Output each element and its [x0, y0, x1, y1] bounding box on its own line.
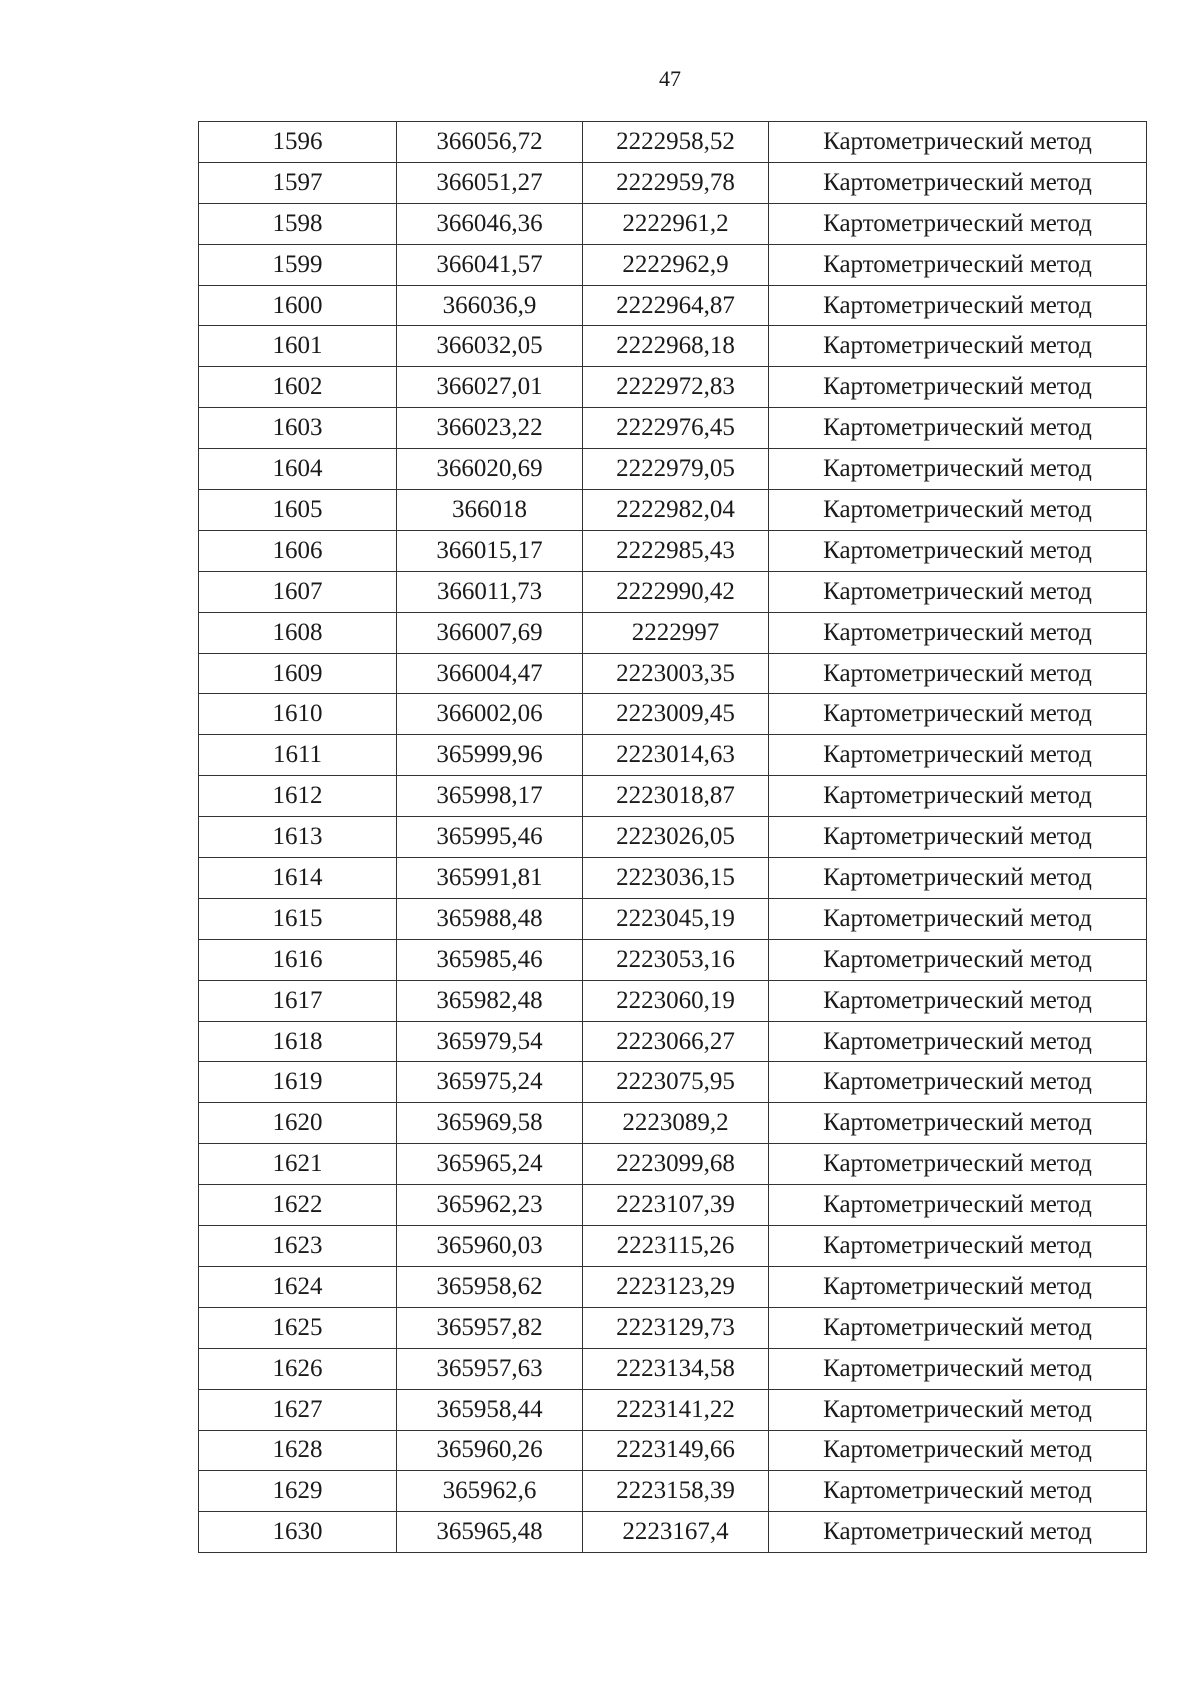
method-cell: Картометрический метод [769, 776, 1147, 817]
table-row [199, 1471, 1147, 1512]
y-coordinate-cell: 2223167,4 [583, 1512, 769, 1553]
y-coordinate-cell: 2223129,73 [583, 1307, 769, 1348]
table-row [199, 735, 1147, 776]
table-row [199, 367, 1147, 408]
x-coordinate-cell: 365991,81 [397, 858, 583, 899]
y-coordinate-cell: 2223123,29 [583, 1266, 769, 1307]
table-row [199, 858, 1147, 899]
method-cell: Картометрический метод [769, 449, 1147, 490]
table-row [199, 490, 1147, 531]
method-cell: Картометрический метод [769, 1430, 1147, 1471]
y-coordinate-cell: 2223036,15 [583, 858, 769, 899]
method-cell: Картометрический метод [769, 408, 1147, 449]
y-coordinate-cell: 2222997 [583, 612, 769, 653]
table-row [199, 1226, 1147, 1267]
x-coordinate-cell: 366002,06 [397, 694, 583, 735]
point-number-cell: 1609 [199, 653, 397, 694]
y-coordinate-cell: 2223134,58 [583, 1348, 769, 1389]
point-number-cell: 1622 [199, 1185, 397, 1226]
method-cell: Картометрический метод [769, 980, 1147, 1021]
y-coordinate-cell: 2223060,19 [583, 980, 769, 1021]
table-row [199, 326, 1147, 367]
y-coordinate-cell: 2223009,45 [583, 694, 769, 735]
x-coordinate-cell: 366051,27 [397, 162, 583, 203]
y-coordinate-cell: 2222979,05 [583, 449, 769, 490]
table-row [199, 122, 1147, 163]
y-coordinate-cell: 2223075,95 [583, 1062, 769, 1103]
x-coordinate-cell: 366020,69 [397, 449, 583, 490]
x-coordinate-cell: 366056,72 [397, 122, 583, 163]
method-cell: Картометрический метод [769, 530, 1147, 571]
method-cell: Картометрический метод [769, 490, 1147, 531]
table-row [199, 162, 1147, 203]
point-number-cell: 1619 [199, 1062, 397, 1103]
point-number-cell: 1600 [199, 285, 397, 326]
x-coordinate-cell: 365957,63 [397, 1348, 583, 1389]
x-coordinate-cell: 366015,17 [397, 530, 583, 571]
point-number-cell: 1612 [199, 776, 397, 817]
table-row [199, 1512, 1147, 1553]
y-coordinate-cell: 2222972,83 [583, 367, 769, 408]
method-cell: Картометрический метод [769, 1144, 1147, 1185]
table-row [199, 694, 1147, 735]
point-number-cell: 1629 [199, 1471, 397, 1512]
x-coordinate-cell: 365965,48 [397, 1512, 583, 1553]
x-coordinate-cell: 366004,47 [397, 653, 583, 694]
method-cell: Картометрический метод [769, 571, 1147, 612]
x-coordinate-cell: 366032,05 [397, 326, 583, 367]
method-cell: Картометрический метод [769, 122, 1147, 163]
table-row [199, 1389, 1147, 1430]
method-cell: Картометрический метод [769, 1185, 1147, 1226]
y-coordinate-cell: 2222964,87 [583, 285, 769, 326]
y-coordinate-cell: 2223045,19 [583, 898, 769, 939]
x-coordinate-cell: 366023,22 [397, 408, 583, 449]
point-number-cell: 1611 [199, 735, 397, 776]
method-cell: Картометрический метод [769, 694, 1147, 735]
point-number-cell: 1616 [199, 939, 397, 980]
x-coordinate-cell: 366027,01 [397, 367, 583, 408]
x-coordinate-cell: 366041,57 [397, 244, 583, 285]
point-number-cell: 1601 [199, 326, 397, 367]
y-coordinate-cell: 2223066,27 [583, 1021, 769, 1062]
x-coordinate-cell: 365960,03 [397, 1226, 583, 1267]
method-cell: Картометрический метод [769, 1021, 1147, 1062]
y-coordinate-cell: 2223107,39 [583, 1185, 769, 1226]
x-coordinate-cell: 365979,54 [397, 1021, 583, 1062]
x-coordinate-cell: 366007,69 [397, 612, 583, 653]
method-cell: Картометрический метод [769, 735, 1147, 776]
x-coordinate-cell: 365960,26 [397, 1430, 583, 1471]
point-number-cell: 1615 [199, 898, 397, 939]
table-row [199, 1103, 1147, 1144]
point-number-cell: 1596 [199, 122, 397, 163]
method-cell: Картометрический метод [769, 1103, 1147, 1144]
x-coordinate-cell: 366011,73 [397, 571, 583, 612]
method-cell: Картометрический метод [769, 326, 1147, 367]
x-coordinate-cell: 365962,23 [397, 1185, 583, 1226]
coordinates-table [198, 121, 1147, 1553]
point-number-cell: 1597 [199, 162, 397, 203]
x-coordinate-cell: 365965,24 [397, 1144, 583, 1185]
x-coordinate-cell: 365998,17 [397, 776, 583, 817]
y-coordinate-cell: 2223014,63 [583, 735, 769, 776]
y-coordinate-cell: 2223089,2 [583, 1103, 769, 1144]
table-row [199, 571, 1147, 612]
point-number-cell: 1598 [199, 203, 397, 244]
method-cell: Картометрический метод [769, 1348, 1147, 1389]
method-cell: Картометрический метод [769, 653, 1147, 694]
x-coordinate-cell: 365975,24 [397, 1062, 583, 1103]
y-coordinate-cell: 2222962,9 [583, 244, 769, 285]
method-cell: Картометрический метод [769, 1307, 1147, 1348]
method-cell: Картометрический метод [769, 612, 1147, 653]
table-row [199, 449, 1147, 490]
point-number-cell: 1602 [199, 367, 397, 408]
x-coordinate-cell: 365958,44 [397, 1389, 583, 1430]
point-number-cell: 1618 [199, 1021, 397, 1062]
y-coordinate-cell: 2223158,39 [583, 1471, 769, 1512]
x-coordinate-cell: 366046,36 [397, 203, 583, 244]
page-number: 47 [659, 66, 681, 91]
point-number-cell: 1606 [199, 530, 397, 571]
point-number-cell: 1603 [199, 408, 397, 449]
x-coordinate-cell: 365988,48 [397, 898, 583, 939]
y-coordinate-cell: 2222976,45 [583, 408, 769, 449]
method-cell: Картометрический метод [769, 367, 1147, 408]
table-row [199, 203, 1147, 244]
x-coordinate-cell: 365957,82 [397, 1307, 583, 1348]
table-row [199, 1021, 1147, 1062]
y-coordinate-cell: 2223115,26 [583, 1226, 769, 1267]
y-coordinate-cell: 2223149,66 [583, 1430, 769, 1471]
y-coordinate-cell: 2223003,35 [583, 653, 769, 694]
table-row [199, 980, 1147, 1021]
y-coordinate-cell: 2223099,68 [583, 1144, 769, 1185]
x-coordinate-cell: 365958,62 [397, 1266, 583, 1307]
table-row [199, 530, 1147, 571]
x-coordinate-cell: 366018 [397, 490, 583, 531]
table-row [199, 1348, 1147, 1389]
y-coordinate-cell: 2222959,78 [583, 162, 769, 203]
table-row [199, 653, 1147, 694]
y-coordinate-cell: 2222990,42 [583, 571, 769, 612]
y-coordinate-cell: 2222958,52 [583, 122, 769, 163]
method-cell: Картометрический метод [769, 1266, 1147, 1307]
point-number-cell: 1614 [199, 858, 397, 899]
table-row [199, 1144, 1147, 1185]
point-number-cell: 1607 [199, 571, 397, 612]
x-coordinate-cell: 365982,48 [397, 980, 583, 1021]
method-cell: Картометрический метод [769, 817, 1147, 858]
y-coordinate-cell: 2223053,16 [583, 939, 769, 980]
method-cell: Картометрический метод [769, 1471, 1147, 1512]
x-coordinate-cell: 365962,6 [397, 1471, 583, 1512]
point-number-cell: 1630 [199, 1512, 397, 1553]
y-coordinate-cell: 2223026,05 [583, 817, 769, 858]
y-coordinate-cell: 2222961,2 [583, 203, 769, 244]
table-row [199, 939, 1147, 980]
table-row [199, 1185, 1147, 1226]
method-cell: Картометрический метод [769, 244, 1147, 285]
table-row [199, 817, 1147, 858]
point-number-cell: 1613 [199, 817, 397, 858]
method-cell: Картометрический метод [769, 898, 1147, 939]
y-coordinate-cell: 2223141,22 [583, 1389, 769, 1430]
table-row [199, 1062, 1147, 1103]
method-cell: Картометрический метод [769, 203, 1147, 244]
point-number-cell: 1605 [199, 490, 397, 531]
method-cell: Картометрический метод [769, 162, 1147, 203]
y-coordinate-cell: 2222982,04 [583, 490, 769, 531]
x-coordinate-cell: 365985,46 [397, 939, 583, 980]
y-coordinate-cell: 2223018,87 [583, 776, 769, 817]
point-number-cell: 1625 [199, 1307, 397, 1348]
method-cell: Картометрический метод [769, 1226, 1147, 1267]
x-coordinate-cell: 365969,58 [397, 1103, 583, 1144]
y-coordinate-cell: 2222968,18 [583, 326, 769, 367]
point-number-cell: 1620 [199, 1103, 397, 1144]
table-row [199, 285, 1147, 326]
method-cell: Картометрический метод [769, 1512, 1147, 1553]
point-number-cell: 1617 [199, 980, 397, 1021]
point-number-cell: 1627 [199, 1389, 397, 1430]
point-number-cell: 1599 [199, 244, 397, 285]
x-coordinate-cell: 365995,46 [397, 817, 583, 858]
x-coordinate-cell: 366036,9 [397, 285, 583, 326]
table-row [199, 612, 1147, 653]
method-cell: Картометрический метод [769, 285, 1147, 326]
point-number-cell: 1626 [199, 1348, 397, 1389]
table-row [199, 1307, 1147, 1348]
point-number-cell: 1604 [199, 449, 397, 490]
point-number-cell: 1623 [199, 1226, 397, 1267]
table-row [199, 776, 1147, 817]
coordinates-table-body [199, 122, 1147, 1553]
table-row [199, 1430, 1147, 1471]
method-cell: Картометрический метод [769, 1062, 1147, 1103]
method-cell: Картометрический метод [769, 858, 1147, 899]
point-number-cell: 1628 [199, 1430, 397, 1471]
point-number-cell: 1610 [199, 694, 397, 735]
table-row [199, 244, 1147, 285]
point-number-cell: 1624 [199, 1266, 397, 1307]
point-number-cell: 1621 [199, 1144, 397, 1185]
table-row [199, 408, 1147, 449]
table-row [199, 898, 1147, 939]
x-coordinate-cell: 365999,96 [397, 735, 583, 776]
method-cell: Картометрический метод [769, 1389, 1147, 1430]
y-coordinate-cell: 2222985,43 [583, 530, 769, 571]
method-cell: Картометрический метод [769, 939, 1147, 980]
table-row [199, 1266, 1147, 1307]
point-number-cell: 1608 [199, 612, 397, 653]
